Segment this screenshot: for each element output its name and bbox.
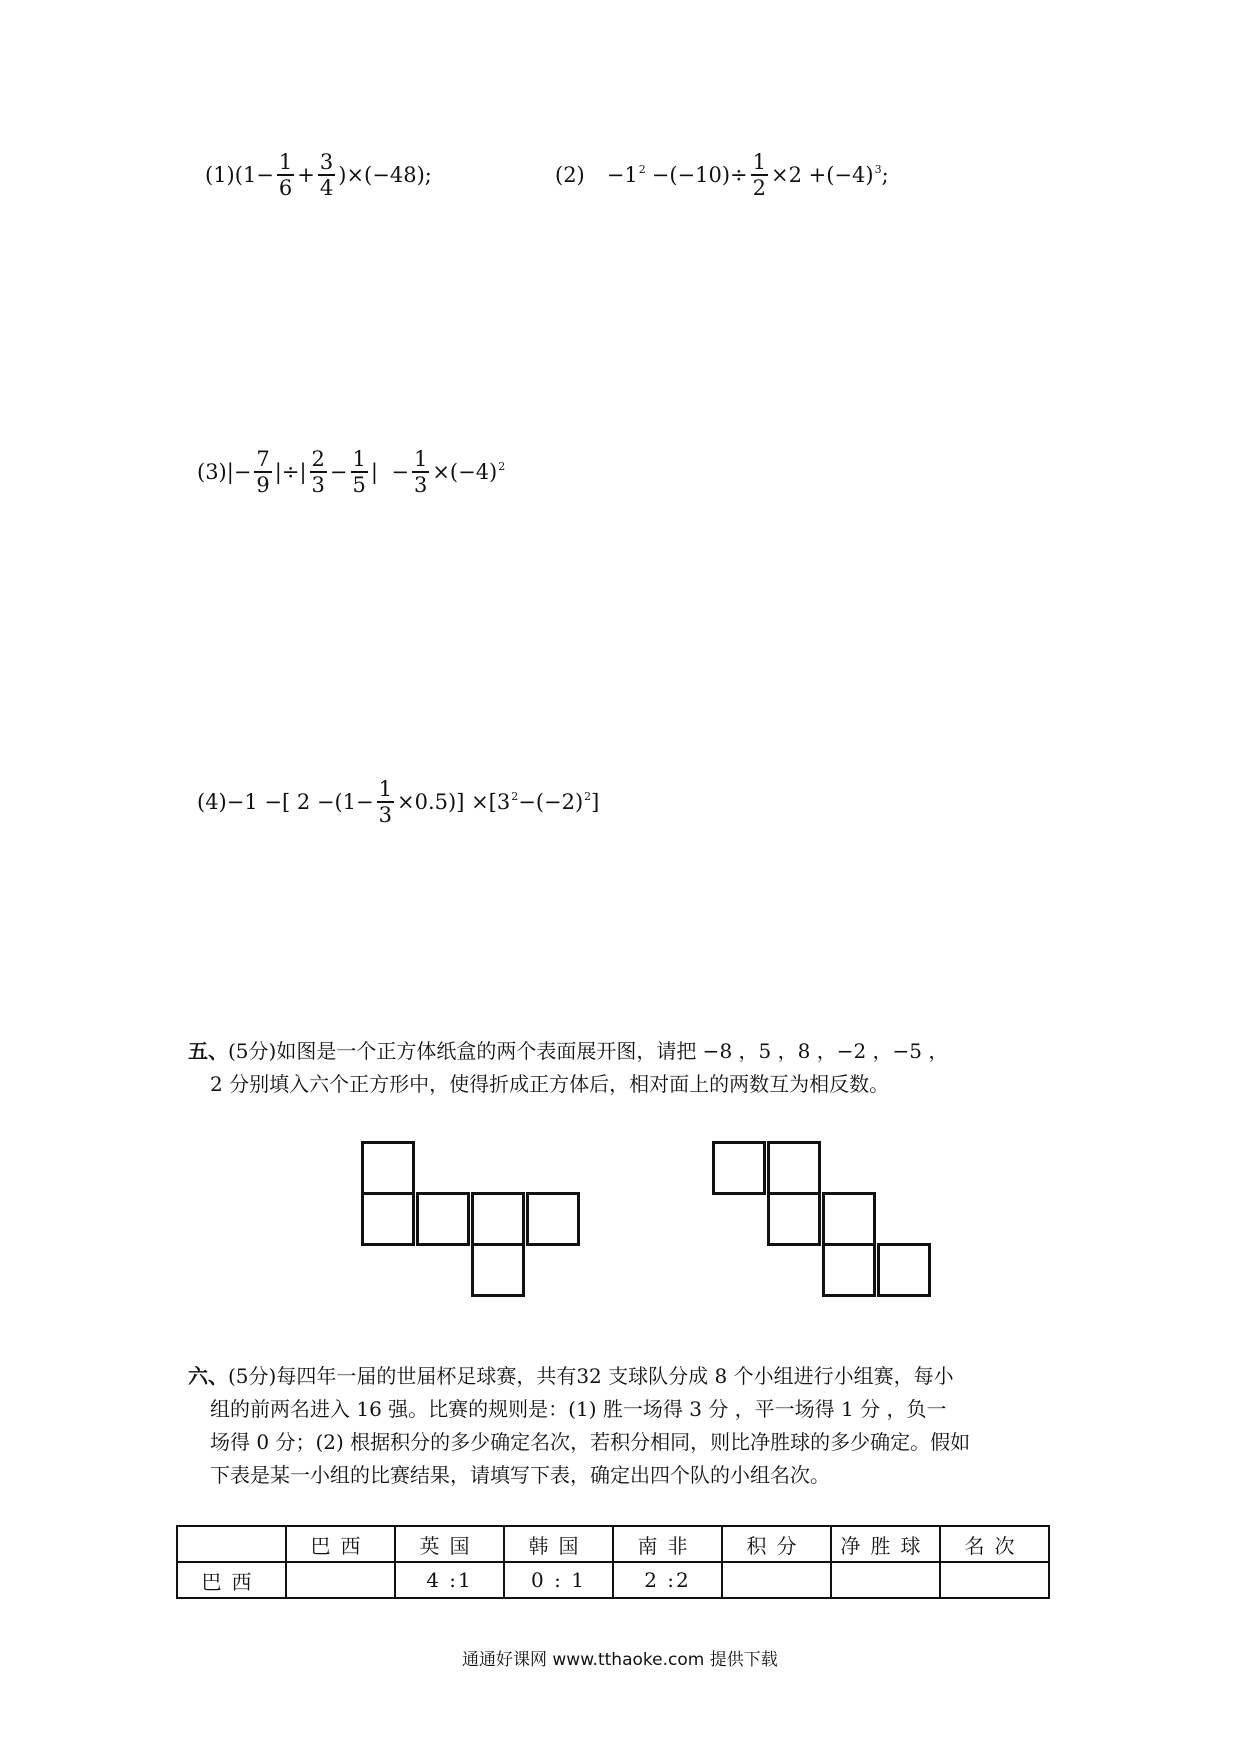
net-square xyxy=(416,1192,470,1246)
table-cell: 0 : 1 xyxy=(504,1562,613,1598)
problem-3-label: (3) xyxy=(197,460,227,485)
table-cell[interactable] xyxy=(940,1562,1049,1598)
table-row xyxy=(177,1562,1049,1598)
net-square xyxy=(877,1243,931,1297)
table-cell[interactable] xyxy=(286,1562,395,1598)
table-header-cell: 净胜球 xyxy=(831,1526,940,1562)
table-header-cell: 巴西 xyxy=(286,1526,395,1562)
problem-1: (1) (1− $\frac{1}{6}$ + $\frac{3}{4}$ )×(−48); xyxy=(205,150,432,201)
fraction: $\frac{2}{3}$ xyxy=(311,447,325,498)
net-square xyxy=(767,1141,821,1195)
net-square xyxy=(822,1192,876,1246)
section-5-line-2: 2 分别填入六个正方形中，使得折成正方体后，相对面上的两数互为相反数。 xyxy=(210,1072,890,1096)
table-header-row xyxy=(177,1526,1049,1562)
fraction: $\frac{1}{5}$ xyxy=(352,447,366,498)
section-6-line-3: 场得 0 分；(2) 根据积分的多少确定名次，若积分相同，则比净胜球的多少确定。假如 xyxy=(210,1430,971,1454)
fraction: $\frac{1}{3}$ xyxy=(413,447,428,498)
problem-2-label: (2) xyxy=(555,163,585,188)
section-6-heading: 六、 xyxy=(188,1364,228,1388)
table-cell: 4 :1 xyxy=(395,1562,504,1598)
net-square xyxy=(471,1243,525,1297)
problem-1-open: (1− xyxy=(234,163,274,188)
table-header-cell xyxy=(177,1526,286,1562)
net-square xyxy=(526,1192,580,1246)
fraction: $\frac{7}{9}$ xyxy=(256,447,270,498)
section-6-line-4: 下表是某一小组的比赛结果，请填写下表，确定出四个队的小组名次。 xyxy=(210,1463,830,1487)
table-cell: 巴西 xyxy=(177,1562,286,1598)
net-square xyxy=(361,1141,415,1195)
table-header-cell: 积分 xyxy=(722,1526,831,1562)
net-square xyxy=(712,1141,766,1195)
table-cell: 2 :2 xyxy=(613,1562,722,1598)
fraction: $\frac{3}{4}$ xyxy=(319,150,334,201)
section-6-line-1: 六、(5分)每四年一届的世届杯足球赛，共有32 支球队分成 8 个小组进行小组赛，每小 xyxy=(188,1364,954,1388)
problem-2: (2) −1 $^2$ −(−10)÷ $\frac{1}{2}$ ×2 +(−4) $^3$ ; xyxy=(555,150,889,201)
table-header-cell: 南非 xyxy=(613,1526,722,1562)
problem-4-label: (4) xyxy=(197,790,227,815)
footer-credit: 通通好课网 www.tthaoke.com 提供下载 xyxy=(462,1650,778,1670)
problem-3: (3) |− $\frac{7}{9}$ |÷| $\frac{2}{3}$ − $\frac{1}{5}$ | − $\frac{1}{3}$ ×(−4) $^2$ xyxy=(197,447,506,498)
table-header-cell: 英国 xyxy=(395,1526,504,1562)
table-header-cell: 名次 xyxy=(940,1526,1049,1562)
problem-1-label: (1) xyxy=(205,163,235,188)
section-5-heading: 五、 xyxy=(188,1039,228,1063)
problem-1-tail: )×(−48); xyxy=(338,163,432,188)
section-5-line-1: 五、(5分)如图是一个正方体纸盒的两个表面展开图，请把 −8 ，5 ，8 ，−2 ，−5 ， xyxy=(188,1039,949,1063)
problem-4: (4) −1 −[ 2 −(1− $\frac{1}{3}$ ×0.5)] ×[3 $^2$ −(−2) $^2$ ] xyxy=(197,777,600,828)
section-6-line-2: 组的前两名进入 16 强。比赛的规则是：(1) 胜一场得 3 分 ，平一场得 1 分 ，负一 xyxy=(210,1397,947,1421)
fraction: $\frac{1}{2}$ xyxy=(752,150,766,201)
match-results-table xyxy=(176,1525,1050,1599)
net-square xyxy=(361,1192,415,1246)
net-square xyxy=(767,1192,821,1246)
table-cell[interactable] xyxy=(831,1562,940,1598)
table-header-cell: 韩国 xyxy=(504,1526,613,1562)
fraction: $\frac{1}{3}$ xyxy=(378,777,393,828)
net-square xyxy=(471,1192,525,1246)
fraction: $\frac{1}{6}$ xyxy=(278,150,293,201)
table-cell[interactable] xyxy=(722,1562,831,1598)
net-square xyxy=(822,1243,876,1297)
